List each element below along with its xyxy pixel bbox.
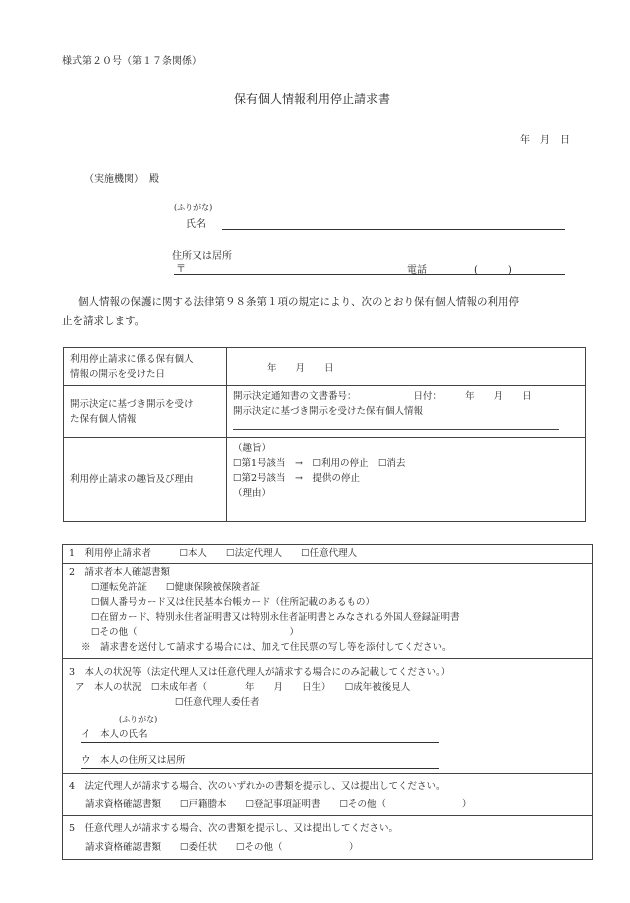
name-field-line[interactable]: [222, 229, 565, 230]
purpose-cell[interactable]: [227, 438, 586, 522]
disclosure-date-label-cell: 利用停止請求に係る保有個人 情報の開示を受けた日: [64, 348, 227, 386]
id-documents-note: ※ 請求書を送付して請求する場合には、加えて住民票の写し等を添付してください。: [81, 642, 452, 653]
name-label: 氏名: [186, 219, 206, 230]
disclosed-info-line[interactable]: [233, 419, 559, 430]
voluntary-rep-docs-cell[interactable]: [63, 816, 593, 860]
disclosed-info-label-cell: 開示決定に基づき開示を受け た保有個人情報: [64, 386, 227, 438]
date-line: 年 月 日: [520, 135, 570, 146]
disclosed-info-cell[interactable]: [227, 386, 586, 438]
phone-label: 電話: [407, 265, 427, 276]
document-date-ymd: 年 月 日: [465, 391, 532, 402]
addressee: （実施機関） 殿: [84, 174, 159, 185]
requester-type-cell[interactable]: 1 利用停止請求者 ☐本人 ☐法定代理人 ☐任意代理人: [63, 545, 593, 564]
id-documents-title: 2 請求者本人確認書類: [69, 567, 171, 578]
form-title: 保有個人情報利用停止請求書: [234, 92, 391, 106]
id-documents-cell[interactable]: [63, 564, 593, 659]
furigana-label: (ふりがな): [174, 203, 213, 212]
voluntary-rep-docs-options[interactable]: 請求資格確認書類 ☐委任状 ☐その他（ ）: [85, 842, 359, 853]
principal-address-field[interactable]: ウ 本人の住所又は居所: [81, 753, 439, 769]
intro-line-2: 止を請求します。: [62, 315, 146, 327]
principal-name-field[interactable]: イ 本人の氏名: [81, 727, 439, 743]
address-field-line[interactable]: [174, 274, 565, 275]
principal-status-cell[interactable]: [63, 659, 593, 774]
address-label: 住所又は居所: [172, 251, 232, 262]
document-number-label: 開示決定通知書の文書番号：: [233, 391, 357, 402]
legal-rep-docs-cell[interactable]: [63, 774, 593, 816]
id-doc-option[interactable]: ☐個人番号カード又は住民基本台帳カード（住所記載のあるもの）: [91, 597, 376, 608]
id-doc-option[interactable]: ☐運転免許証 ☐健康保険被保険者証: [91, 582, 261, 593]
id-doc-option[interactable]: ☐在留カード、特別永住者証明書又は特別永住者証明書とみなされる外国人登録証明書: [91, 612, 460, 623]
purpose-option-2[interactable]: ☐第2号該当 → 提供の停止: [233, 473, 361, 484]
disclosure-date-cell[interactable]: 年 月 日: [227, 348, 586, 386]
document-date-label: 日付：: [413, 391, 443, 402]
disclosed-info-text: 開示決定に基づき開示を受けた保有個人情報: [233, 406, 424, 417]
phone-paren: ( ): [474, 265, 512, 276]
form-number: 様式第２０号（第１７条関係）: [62, 56, 202, 67]
principal-status-options[interactable]: ア 本人の状況 ☐未成年者（ 年 月 日生） ☐成年被後見人: [75, 682, 411, 693]
voluntary-rep-docs-title: 5 任意代理人が請求する場合、次の書類を提示し、又は提出してください。: [69, 823, 399, 834]
principal-status-option-proxy[interactable]: ☐任意代理人委任者: [175, 697, 260, 708]
legal-rep-docs-title: 4 法定代理人が請求する場合、次のいずれかの書類を提示し、又は提出してください。: [69, 781, 446, 792]
id-doc-option[interactable]: ☐その他（ ）: [91, 627, 300, 638]
purpose-option-1[interactable]: ☐第1号該当 → ☐利用の停止 ☐消去: [233, 458, 406, 469]
reason-heading: （理由）: [233, 488, 272, 499]
principal-status-title: 3 本人の状況等（法定代理人又は任意代理人が請求する場合にのみ記載してください。）: [69, 667, 451, 678]
request-info-table: [63, 347, 586, 522]
purpose-heading: （趣旨）: [233, 443, 272, 454]
requester-table: [62, 544, 593, 860]
legal-rep-docs-options[interactable]: 請求資格確認書類 ☐戸籍謄本 ☐登記事項証明書 ☐その他（ ）: [85, 799, 472, 810]
intro-line-1: 個人情報の保護に関する法律第９８条第１項の規定により、次のとおり保有個人情報の利用停: [78, 296, 519, 308]
principal-furigana: (ふりがな): [119, 715, 158, 724]
purpose-label-cell: 利用停止請求の趣旨及び理由: [64, 438, 227, 522]
postal-mark: 〒: [176, 264, 186, 275]
